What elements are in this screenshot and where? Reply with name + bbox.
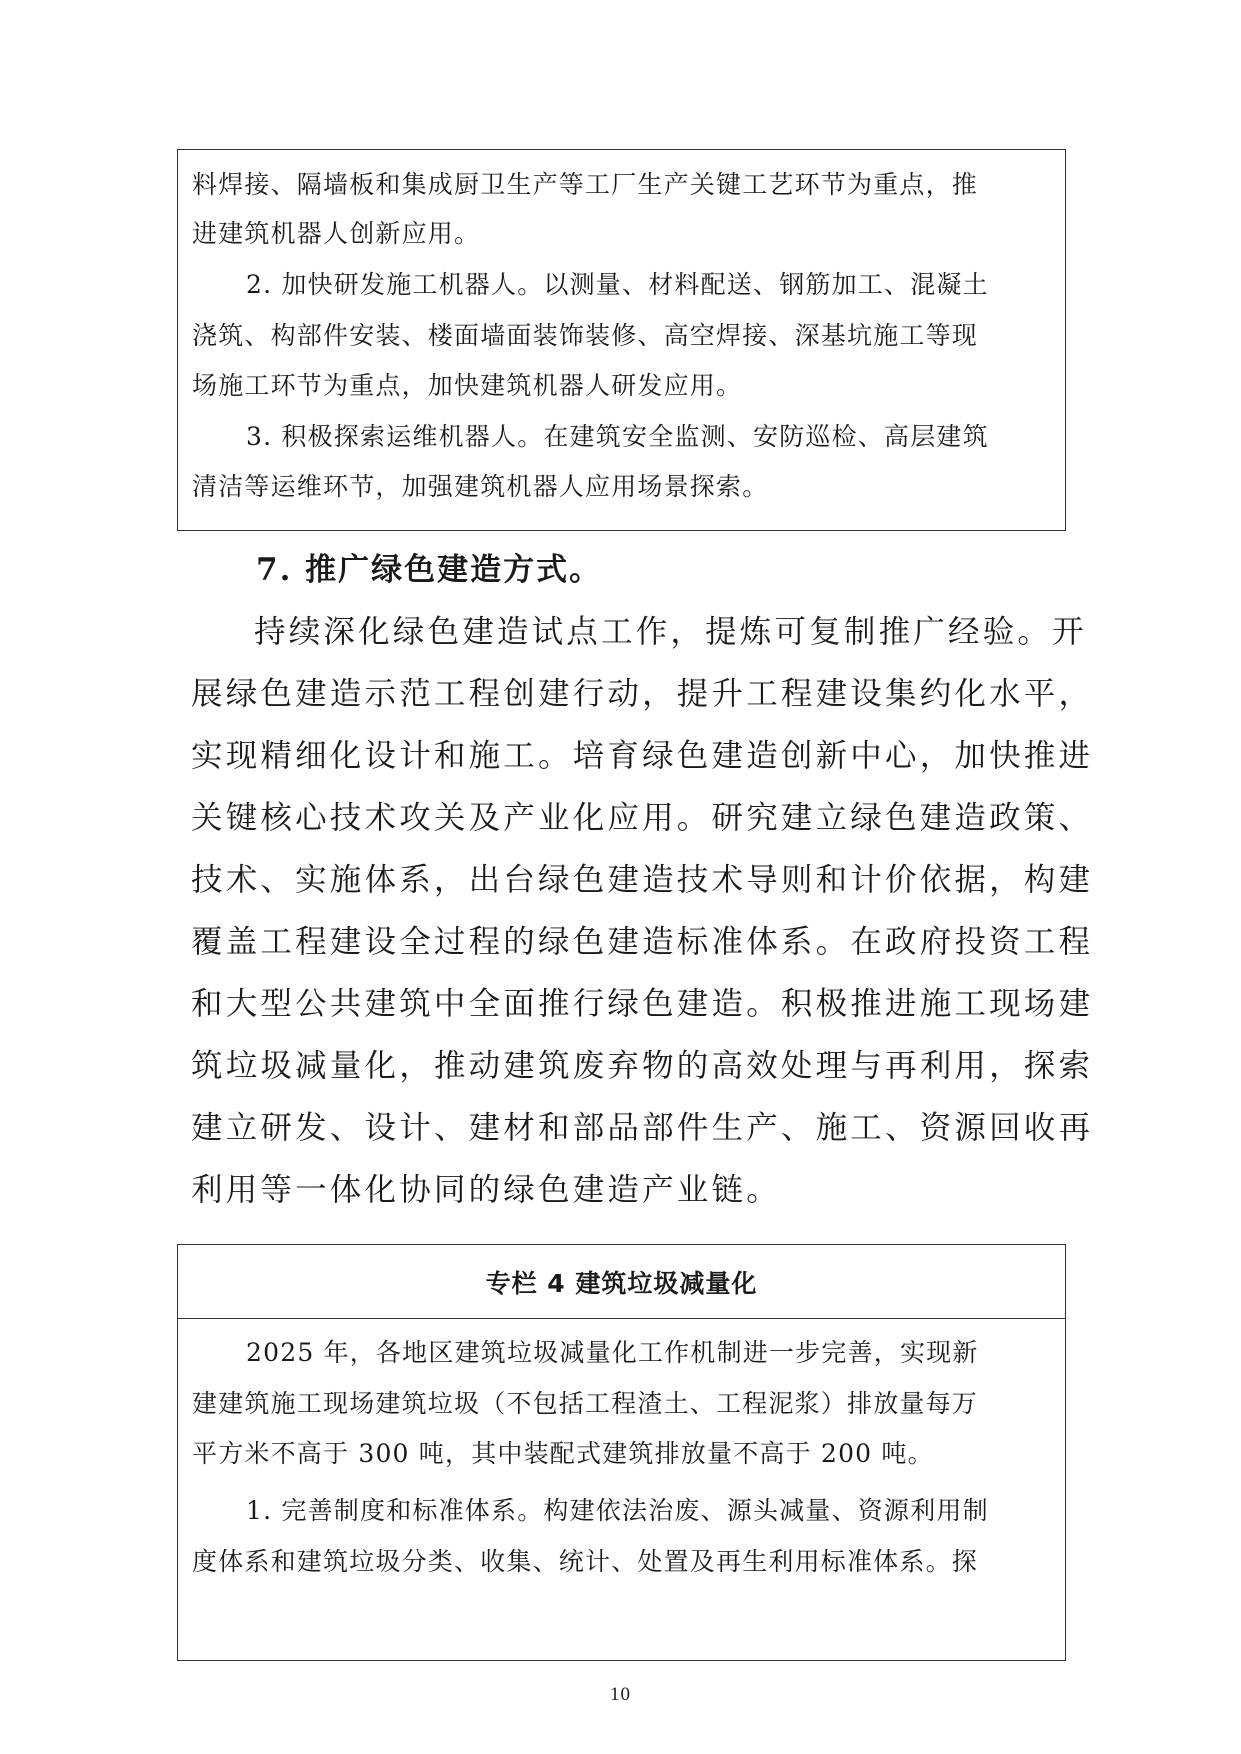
box-title-row (178, 1245, 1065, 1319)
section-heading: 7. 推广绿色建造方式。 (256, 552, 603, 588)
paragraph-line: 技术、实施体系，出台绿色建造技术导则和计价依据，构建 (191, 862, 1094, 898)
box-text-line: 建建筑施工现场建筑垃圾（不包括工程渣土、工程泥浆）排放量每万 (192, 1389, 979, 1418)
box-text-line: 场施工环节为重点，加快建筑机器人研发应用。 (192, 371, 743, 400)
paragraph-line: 和大型公共建筑中全面推行绿色建造。积极推进施工现场建 (191, 986, 1094, 1022)
paragraph-line: 实现精细化设计和施工。培育绿色建造创新中心，加快推进 (191, 738, 1094, 774)
column-box-4 (177, 1244, 1066, 1661)
paragraph-line: 建立研发、设计、建材和部品部件生产、施工、资源回收再 (191, 1110, 1094, 1146)
paragraph-line: 筑垃圾减量化，推动建筑废弃物的高效处理与再利用，探索 (191, 1048, 1094, 1084)
box-text-line: 2. 加快研发施工机器人。以测量、材料配送、钢筋加工、混凝土 (246, 270, 989, 299)
box-text-line: 进建筑机器人创新应用。 (192, 219, 481, 248)
box-text-line: 1. 完善制度和标准体系。构建依法治废、源头减量、资源利用制 (246, 1496, 989, 1525)
paragraph-line: 关键核心技术攻关及产业化应用。研究建立绿色建造政策、 (191, 800, 1094, 836)
page-number: 10 (610, 1684, 631, 1705)
box-text-line: 3. 积极探索运维机器人。在建筑安全监测、安防巡检、高层建筑 (246, 422, 989, 451)
box-text-line: 料焊接、隔墙板和集成厨卫生产等工厂生产关键工艺环节为重点，推 (192, 170, 979, 199)
column-box-continued (177, 149, 1066, 531)
box-text-line: 清洁等运维环节，加强建筑机器人应用场景探索。 (192, 472, 769, 501)
box-text-line: 度体系和建筑垃圾分类、收集、统计、处置及再生利用标准体系。探 (192, 1547, 979, 1576)
paragraph-line: 持续深化绿色建造试点工作，提炼可复制推广经验。开 (254, 614, 1087, 650)
box-text-line: 2025 年，各地区建筑垃圾减量化工作机制进一步完善，实现新 (246, 1338, 979, 1367)
box-text-line: 平方米不高于 300 吨，其中装配式建筑排放量不高于 200 吨。 (192, 1439, 934, 1468)
paragraph-line: 利用等一体化协同的绿色建造产业链。 (191, 1172, 781, 1208)
box-title: 专栏 4 建筑垃圾减量化 (485, 1268, 758, 1298)
paragraph-line: 展绿色建造示范工程创建行动，提升工程建设集约化水平， (191, 676, 1094, 712)
paragraph-line: 覆盖工程建设全过程的绿色建造标准体系。在政府投资工程 (191, 924, 1094, 960)
box-text-line: 浇筑、构部件安装、楼面墙面装饰装修、高空焊接、深基坑施工等现 (192, 321, 979, 350)
